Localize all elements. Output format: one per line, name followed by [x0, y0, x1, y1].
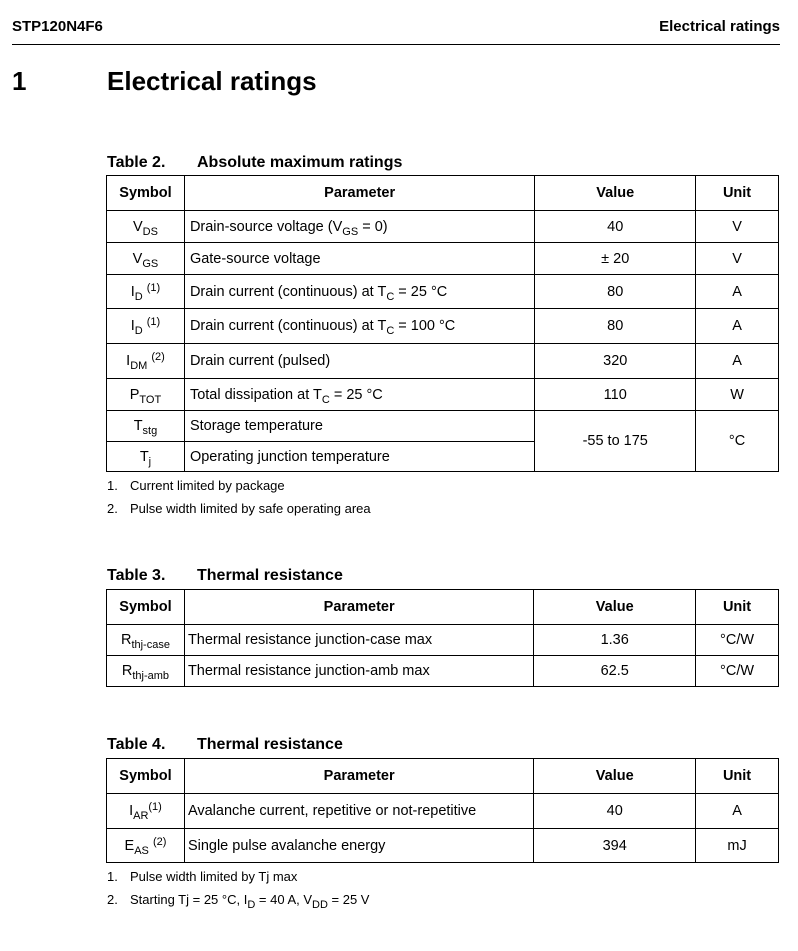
header-parameter: Parameter: [184, 176, 534, 211]
section-title: Electrical ratings: [107, 66, 317, 96]
table-row: [107, 309, 779, 344]
parameter-cell: Operating junction temperature: [184, 442, 534, 472]
parameter-cell: Thermal resistance junction-amb max: [184, 656, 533, 687]
header-unit: Unit: [696, 590, 779, 625]
absolute-maximum-ratings-table: [106, 175, 779, 472]
table-row: [107, 211, 779, 243]
parameter-cell: Drain-source voltage $(V_{GS} = 0)$: [184, 211, 534, 243]
value-cell: 40: [535, 211, 696, 243]
unit-cell: °C: [696, 411, 779, 472]
symbol-cell: $I_D$ $^{(1)}$: [107, 309, 185, 344]
table-row: [107, 275, 779, 309]
unit-cell: °C/W: [696, 625, 779, 656]
symbol-cell: $I_{AR}^{(1)}$: [107, 794, 185, 829]
unit-cell: A: [696, 794, 779, 829]
table-row: [107, 344, 779, 379]
parameter-cell: Drain current (pulsed): [184, 344, 534, 379]
avalanche-ratings-table: [106, 758, 779, 863]
table4-caption: [107, 736, 343, 754]
symbol-cell: $T_j$: [107, 442, 185, 472]
table2-caption: [107, 154, 403, 172]
header-value: Value: [535, 176, 696, 211]
table-row: [107, 379, 779, 411]
symbol-cell: $E_{AS}$ $^{(2)}$: [107, 829, 185, 863]
value-cell: 1.36: [534, 625, 696, 656]
parameter-cell: Drain current (continuous) at $T_C = 100$ °C: [184, 309, 534, 344]
symbol-cell: $R_{thj-case}$: [107, 625, 185, 656]
parameter-cell: Single pulse avalanche energy: [184, 829, 533, 863]
value-cell: -55 to 175: [535, 411, 696, 472]
symbol-cell: $I_{DM}$ $^{(2)}$: [107, 344, 185, 379]
table2-name: Absolute maximum ratings: [197, 154, 403, 171]
header-unit: Unit: [696, 176, 779, 211]
value-cell: 80: [535, 309, 696, 344]
symbol-cell: $R_{thj-amb}$: [107, 656, 185, 687]
table4-name: Thermal resistance: [197, 736, 343, 753]
unit-cell: A: [696, 344, 779, 379]
header-symbol: Symbol: [107, 759, 185, 794]
table-row: [107, 829, 779, 863]
parameter-cell: Total dissipation at $T_C = 25$ °C: [184, 379, 534, 411]
symbol-cell: $V_{DS}$: [107, 211, 185, 243]
value-cell: 110: [535, 379, 696, 411]
header-unit: Unit: [696, 759, 779, 794]
table4-label: Table 4.: [107, 736, 166, 753]
table-row: [107, 411, 779, 442]
symbol-cell: $P_{TOT}$: [107, 379, 185, 411]
thermal-resistance-table: [106, 589, 779, 687]
parameter-cell: Drain current (continuous) at $T_C = 25$ °C: [184, 275, 534, 309]
table2-label: Table 2.: [107, 154, 166, 171]
header-symbol: Symbol: [107, 176, 185, 211]
value-cell: 394: [534, 829, 696, 863]
table-row: [107, 625, 779, 656]
unit-cell: mJ: [696, 829, 779, 863]
table-header-row: [107, 590, 779, 625]
symbol-cell: $I_D$ $^{(1)}$: [107, 275, 185, 309]
header-value: Value: [534, 590, 696, 625]
value-cell: ± 20: [535, 243, 696, 275]
table3-caption: [107, 567, 343, 585]
parameter-cell: Thermal resistance junction-case max: [184, 625, 533, 656]
value-cell: 62.5: [534, 656, 696, 687]
unit-cell: W: [696, 379, 779, 411]
value-cell: 40: [534, 794, 696, 829]
header-section-title: Electrical ratings: [659, 18, 780, 35]
table3-name: Thermal resistance: [197, 567, 343, 584]
table-row: [107, 794, 779, 829]
table3-label: Table 3.: [107, 567, 166, 584]
unit-cell: V: [696, 243, 779, 275]
unit-cell: °C/W: [696, 656, 779, 687]
section-number: 1: [12, 66, 27, 96]
value-cell: 80: [535, 275, 696, 309]
symbol-cell: $V_{GS}$: [107, 243, 185, 275]
unit-cell: V: [696, 211, 779, 243]
unit-cell: A: [696, 275, 779, 309]
header-parameter: Parameter: [184, 759, 533, 794]
parameter-cell: Storage temperature: [184, 411, 534, 442]
table-header-row: [107, 759, 779, 794]
parameter-cell: Avalanche current, repetitive or not-repetitive: [184, 794, 533, 829]
parameter-cell: Gate-source voltage: [184, 243, 534, 275]
symbol-cell: $T_{stg}$: [107, 411, 185, 442]
header-symbol: Symbol: [107, 590, 185, 625]
unit-cell: A: [696, 309, 779, 344]
table-row: [107, 656, 779, 687]
page-header: [12, 18, 780, 45]
value-cell: 320: [535, 344, 696, 379]
header-value: Value: [534, 759, 696, 794]
document-part-number: STP120N4F6: [12, 18, 103, 35]
table-row: [107, 243, 779, 275]
table-header-row: [107, 176, 779, 211]
header-parameter: Parameter: [184, 590, 533, 625]
